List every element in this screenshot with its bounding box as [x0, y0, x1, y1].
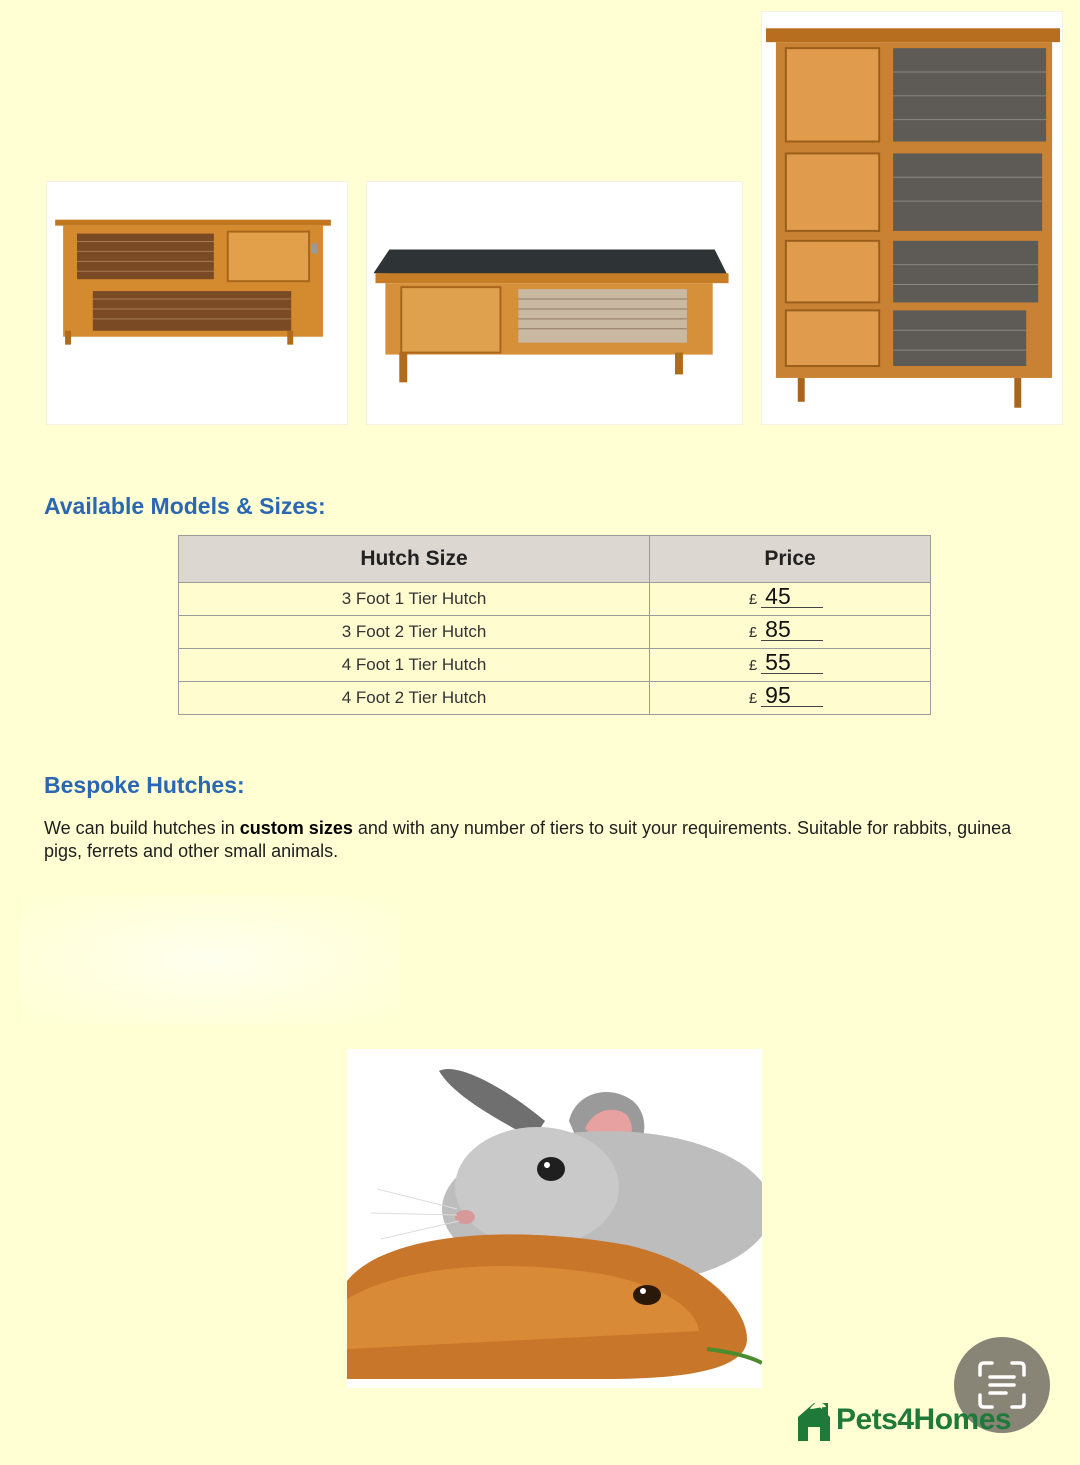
- bespoke-text-part: We can build hutches in: [44, 818, 240, 838]
- table-header-row: [179, 536, 931, 583]
- price-cell: [650, 583, 931, 616]
- hutch-photo-four-tier: [761, 11, 1063, 425]
- bespoke-text-bold: custom sizes: [239, 818, 353, 838]
- table-row: [179, 583, 931, 616]
- hutch-size-cell: 3 Foot 1 Tier Hutch: [179, 583, 650, 616]
- hutch-photo-single-tier: [366, 181, 743, 425]
- price-cell: [650, 649, 931, 682]
- currency-symbol: £: [748, 624, 758, 641]
- column-header-price: Price: [650, 536, 931, 583]
- price-cell: [650, 616, 931, 649]
- currency-symbol: £: [748, 591, 758, 608]
- table-row: [179, 682, 931, 715]
- price-value: 45: [761, 585, 823, 608]
- price-cell: [650, 682, 931, 715]
- logo-text: Pets4Homes: [836, 1403, 1012, 1436]
- price-table: [178, 535, 931, 715]
- price-value: 95: [761, 684, 823, 707]
- price-value: 85: [761, 618, 823, 641]
- table-row: [179, 649, 931, 682]
- bespoke-text-part: and with any number of tiers to suit your requirements. Suitable for rabbits, guinea pigs, ferrets and other small animals.: [44, 818, 1012, 861]
- currency-symbol: £: [748, 657, 758, 674]
- hutch-photo-two-tier: [46, 181, 348, 425]
- hutch-size-cell: 4 Foot 2 Tier Hutch: [179, 682, 650, 715]
- price-value: 55: [761, 651, 823, 674]
- bespoke-heading: Bespoke Hutches:: [44, 772, 245, 798]
- rabbit-and-guinea-pig-icon: [347, 1049, 762, 1388]
- faded-area: [20, 895, 400, 1025]
- bespoke-description: [44, 817, 1034, 863]
- hutch-size-cell: 3 Foot 2 Tier Hutch: [179, 616, 650, 649]
- currency-symbol: £: [748, 690, 758, 707]
- house-leaf-icon: [796, 1399, 832, 1441]
- hutch-size-cell: 4 Foot 1 Tier Hutch: [179, 649, 650, 682]
- single-tier-wooden-hutch-icon: [367, 182, 742, 424]
- pets4homes-logo: [796, 1398, 1011, 1442]
- two-tier-wooden-hutch-icon: [47, 182, 347, 424]
- models-heading: Available Models & Sizes:: [44, 493, 326, 519]
- column-header-size: Hutch Size: [179, 536, 650, 583]
- four-tier-tall-hutch-icon: [762, 12, 1062, 424]
- table-row: [179, 616, 931, 649]
- pets-photo: [347, 1049, 762, 1388]
